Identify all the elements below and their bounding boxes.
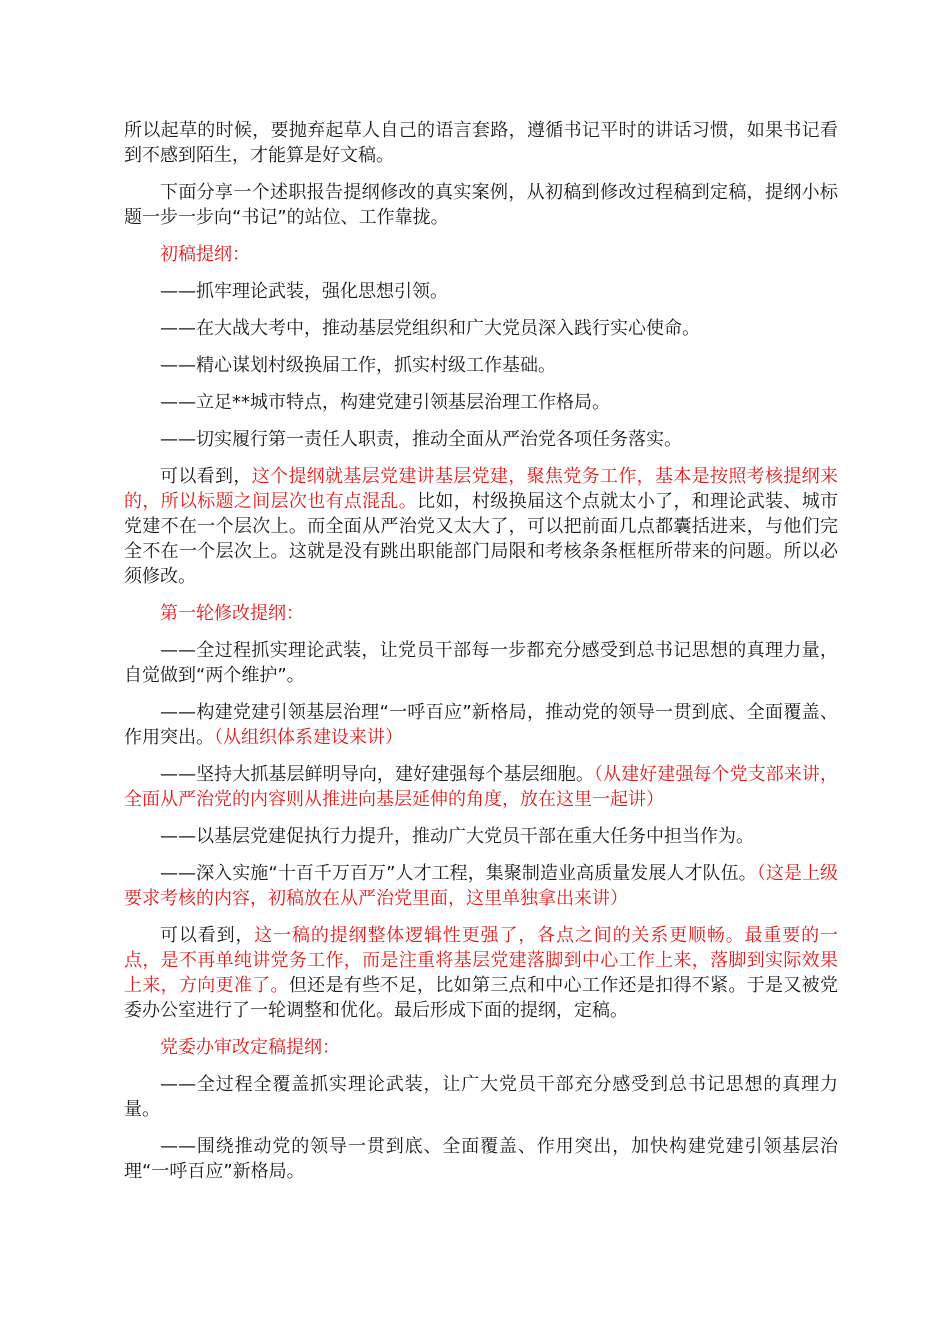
revision-item-2: [124, 700, 838, 750]
revision-item-5: [124, 861, 838, 911]
final-item-2: ——围绕推动党的领导一贯到底、全面覆盖、作用突出，加快构建党建引领基层治理“一呼百应”新格局。: [124, 1136, 838, 1182]
analysis-highlight: 这个提纲就基层党建讲基层党建，聚焦党务工作，基本是按照考核提纲来的，所以标题之间层次也有点混乱。: [124, 466, 839, 512]
revision-item-5-text: ——深入实施“十百千万百万”人才工程，集聚制造业高质量发展人才队伍。: [160, 863, 757, 884]
paragraph-intro: 所以起草的时候，要抛弃起草人自己的语言套路，遵循书记平时的讲话习惯，如果书记看到不感到陌生，才能算是好文稿。: [124, 120, 838, 166]
revision-analysis-highlight: 这一稿的提纲整体逻辑性更强了，各点之间的关系更顺畅。最重要的一点，是不再单纯讲党务工作，而是注重将基层党建落脚到中心工作上来，落脚到实际效果上来，方向更准了。: [124, 925, 839, 996]
revision-item-3-text: ——坚持大抓基层鲜明导向，建好建强每个基层细胞。: [160, 764, 594, 785]
analysis-lead: 可以看到，: [160, 466, 252, 487]
revision-item-1: ——全过程抓实理论武装，让党员干部每一步都充分感受到总书记思想的真理力量，自觉做到“两个维护”。: [124, 640, 838, 686]
revision-analysis-rest: 但还是有些不足，比如第三点和中心工作还是扣得不紧。于是又被党委办公室进行了一轮调整和优化。最后形成下面的提纲，定稿。: [124, 975, 838, 1021]
paragraph-revision-analysis: [124, 923, 838, 1023]
revision-item-3-note: （从建好建强每个党支部来讲，全面从严治党的内容则从推进向基层延伸的角度，放在这里一起讲）: [124, 764, 839, 810]
draft-item-2: ——在大战大考中，推动基层党组织和广大党员深入践行实心使命。: [160, 318, 700, 339]
revision-analysis-lead: 可以看到，: [160, 925, 255, 946]
paragraph-draft-analysis: [124, 464, 838, 589]
heading-final-outline: 党委办审改定稿提纲：: [160, 1037, 340, 1058]
revision-item-5-note: （这是上级要求考核的内容，初稿放在从严治党里面，这里单独拿出来讲）: [124, 863, 839, 909]
draft-item-4: ——立足**城市特点，构建党建引领基层治理工作格局。: [160, 392, 610, 413]
paragraph-case-intro: 下面分享一个述职报告提纲修改的真实案例，从初稿到修改过程稿到定稿，提纲小标题一步一步向“书记”的站位、工作靠拢。: [124, 182, 838, 228]
draft-item-1: ——抓牢理论武装，强化思想引领。: [160, 281, 448, 302]
heading-first-draft: 初稿提纲：: [160, 244, 250, 265]
revision-item-4: ——以基层党建促执行力提升，推动广大党员干部在重大任务中担当作为。: [160, 826, 754, 847]
revision-item-2-text: ——构建党建引领基层治理“一呼百应”新格局，推动党的领导一贯到底、全面覆盖、作用突出。: [124, 702, 838, 748]
revision-item-2-note: （从组织体系建设来讲）: [214, 727, 403, 748]
document-body: [124, 118, 838, 1196]
analysis-rest: 比如，村级换届这个点就太小了，和理论武装、城市党建不在一个层次上。而全面从严治党又太大了，可以把前面几点都囊括进来，与他们完全不在一个层次上。这就是没有跳出职能部门局限和考核条条框框所带来的问题。所以必须修改。: [124, 491, 839, 587]
draft-item-5: ——切实履行第一责任人职责，推动全面从严治党各项任务落实。: [160, 429, 682, 450]
revision-item-3: [124, 762, 838, 812]
draft-item-3: ——精心谋划村级换届工作，抓实村级工作基础。: [160, 355, 556, 376]
heading-first-revision: 第一轮修改提纲：: [160, 603, 304, 624]
final-item-1: ——全过程全覆盖抓实理论武装，让广大党员干部充分感受到总书记思想的真理力量。: [124, 1074, 838, 1120]
